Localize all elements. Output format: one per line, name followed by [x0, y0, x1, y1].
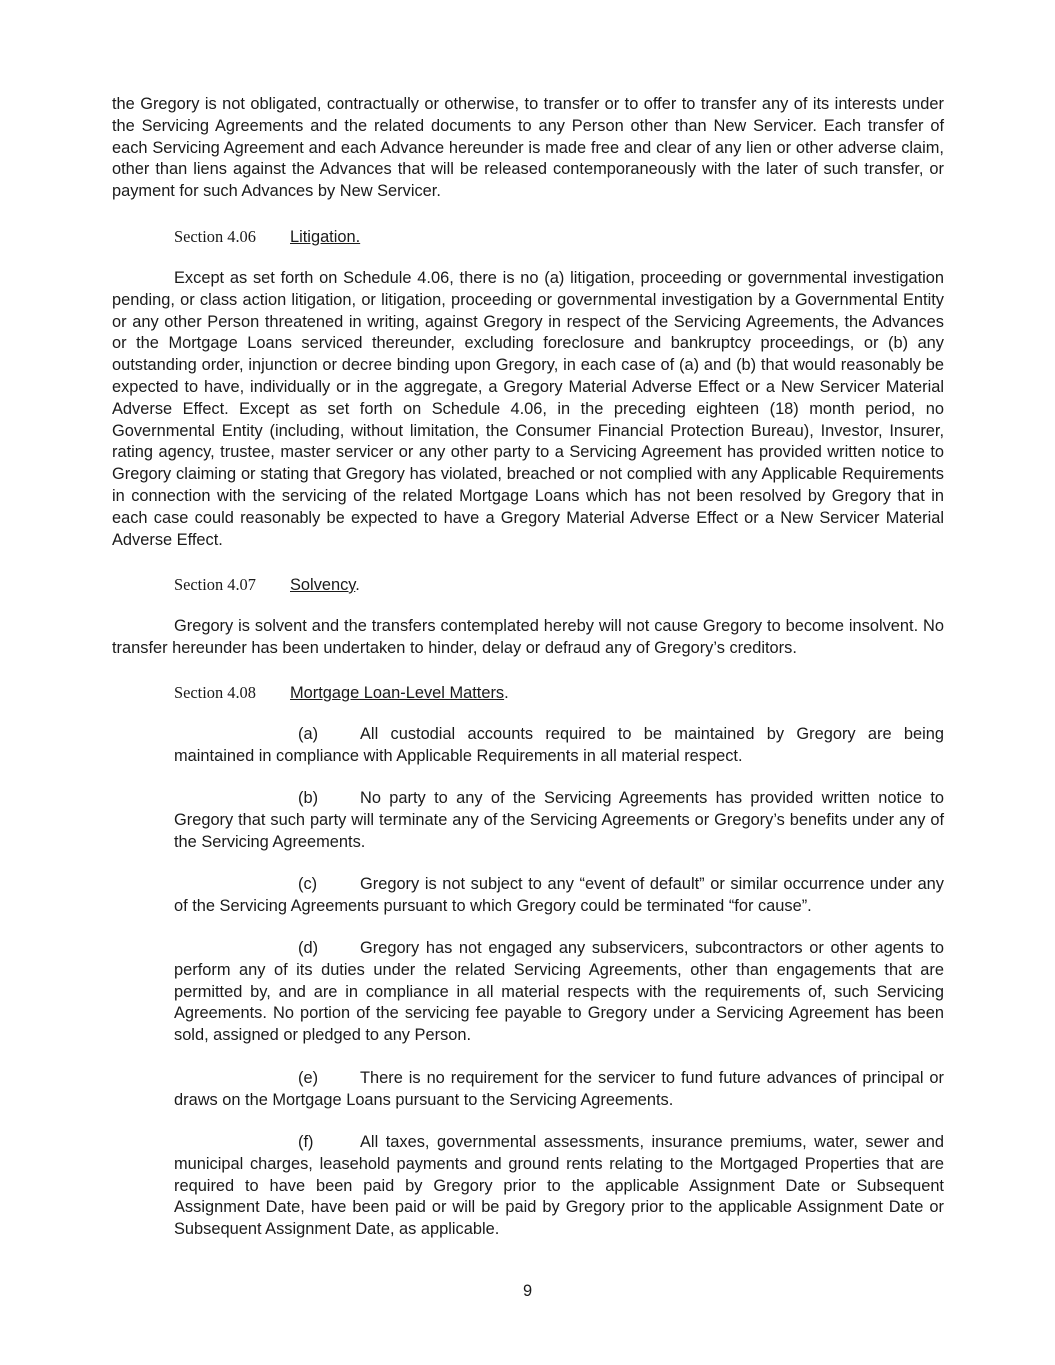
item-label: (a): [298, 725, 319, 743]
item-text: There is no requirement for the servicer to fund future advances of principal or draws on the Mortgage Loans pursuant to the Servicing Agreements.: [174, 1069, 944, 1109]
section-4-08-heading: [174, 682, 509, 705]
item-text: Gregory has not engaged any subservicers, subcontractors or other agents to perform any of its duties under the related Servicing Agreements, other than engagements that are permitted by, and are in compliance in all material respects with the requirements of, such Servicing Agreements. No portion of the servicing fee payable to Gregory under a Servicing Agreement has been sold, assigned or pledged to any Person.: [174, 939, 944, 1045]
item-text: All custodial accounts required to be maintained by Gregory are being maintained in compliance with Applicable Requirements in all material respect.: [174, 725, 944, 765]
item-label: (e): [298, 1069, 319, 1087]
item-text: No party to any of the Servicing Agreements has provided written notice to Gregory that such party will terminate any of the Servicing Agreements or Gregory’s benefits under any of the Servicing Agreements.: [174, 789, 944, 851]
list-item-f: [174, 1132, 944, 1241]
list-item-c: [174, 874, 944, 918]
item-label: (d): [298, 939, 319, 957]
section-number: Section 4.06: [174, 227, 256, 246]
section-4-07-heading: [174, 574, 360, 597]
item-label: (f): [298, 1133, 314, 1151]
list-item-b: [174, 788, 944, 853]
intro-paragraph: the Gregory is not obligated, contractually or otherwise, to transfer or to offer to transfer any of its interests under the Servicing Agreements and the related documents to any Person other than New Servicer. Each transfer of each Servicing Agreement and each Advance hereunder is made free and clear of any lien or other adverse claim, other than liens against the Advances that will be released contemporaneously with the later of such transfer, or payment for such Advances by New Servicer.: [112, 95, 944, 201]
section-title: Solvency: [290, 576, 356, 594]
list-item-e: [174, 1068, 944, 1112]
section-title-suffix: .: [504, 684, 509, 702]
section-4-07-text: Gregory is solvent and the transfers contemplated hereby will not cause Gregory to become insolvent. No transfer hereunder has been undertaken to hinder, delay or defraud any of Gregory’s creditors.: [112, 617, 944, 657]
item-text: All taxes, governmental assessments, insurance premiums, water, sewer and municipal charges, leasehold payments and ground rents relating to the Mortgaged Properties that are required to have been paid by Gregory prior to the applicable Assignment Date or Subsequent Assignment Date, have been paid or will be paid by Gregory prior to the applicable Assignment Date or Subsequent Assignment Date, as applicable.: [174, 1133, 944, 1239]
item-text: Gregory is not subject to any “event of default” or similar occurrence under any of the Servicing Agreements pursuant to which Gregory could be terminated “for cause”.: [174, 875, 944, 915]
page-number: 9: [522, 1282, 533, 1300]
section-4-06-heading: [174, 226, 360, 249]
item-label: (c): [298, 875, 318, 893]
list-item-a: [174, 724, 944, 768]
section-4-06-text: Except as set forth on Schedule 4.06, there is no (a) litigation, proceeding or governmental investigation pending, or class action litigation, or litigation, proceeding or governmental investigation by a Governmental Entity or any other Person threatened in writing, against Gregory in respect of the Servicing Agreements, the Advances or the Mortgage Loans serviced thereunder, excluding foreclosure and bankruptcy proceedings, or (b) any outstanding order, injunction or decree binding upon Gregory, in each case of (a) and (b) that would reasonably be expected to have, individually or in the aggregate, a Gregory Material Adverse Effect or a New Servicer Material Adverse Effect. Except as set forth on Schedule 4.06, in the preceding eighteen (18) month period, no Governmental Entity (including, without limitation, the Consumer Financial Protection Bureau), Investor, Insurer, rating agency, trustee, master servicer or any other party to a Servicing Agreement has provided written notice to Gregory claiming or stating that Gregory has violated, breached or not complied with any Applicable Requirements in connection with the servicing of the related Mortgage Loans which has not been resolved by Gregory that in each case could reasonably be expected to have a Gregory Material Adverse Effect or a New Servicer Material Adverse Effect.: [112, 269, 944, 549]
section-number: Section 4.08: [174, 683, 256, 702]
section-title: Mortgage Loan-Level Matters: [290, 684, 505, 702]
list-item-d: [174, 938, 944, 1047]
section-title: Litigation.: [290, 228, 361, 246]
item-label: (b): [298, 789, 319, 807]
section-title-suffix: .: [355, 576, 360, 594]
section-number: Section 4.07: [174, 575, 256, 594]
